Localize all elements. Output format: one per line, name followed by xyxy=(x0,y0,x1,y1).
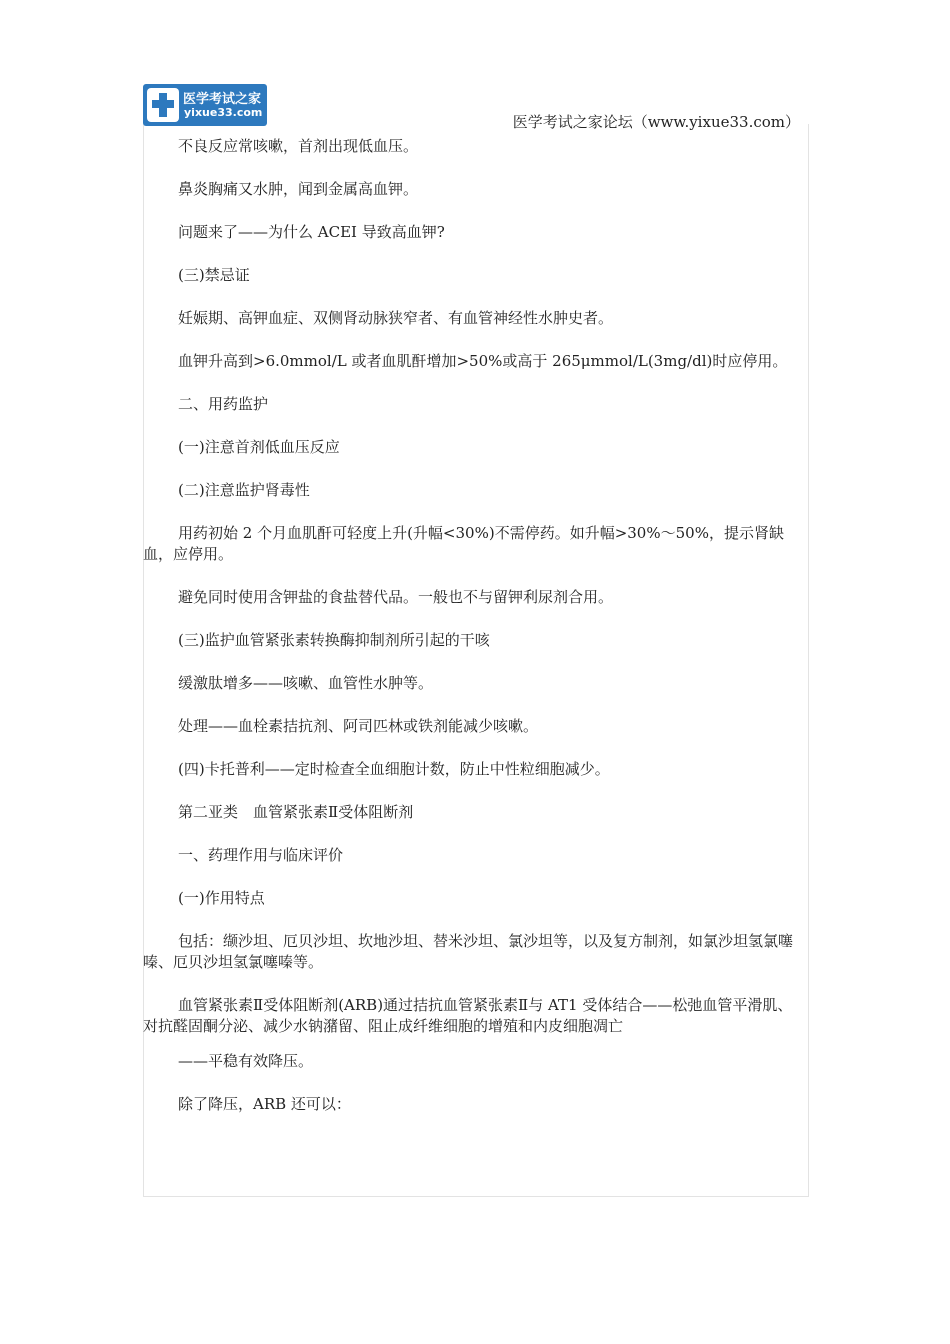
paragraph: 鼻炎胸痛又水肿，闻到金属高血钾。 xyxy=(178,180,419,198)
site-logo[interactable] xyxy=(143,84,267,126)
paragraph: 包括：缬沙坦、厄贝沙坦、坎地沙坦、替米沙坦、氯沙坦等，以及复方制剂，如氯沙坦氢氯噻嗪、厄贝沙坦氢氯噻嗪等。 xyxy=(143,932,794,971)
paragraph: 用药初始 2 个月血肌酐可轻度上升(升幅<30%)不需停药。如升幅>30%～50%，提示肾缺血，应停用。 xyxy=(143,524,784,563)
paragraph: 问题来了——为什么 ACEI 导致高血钾? xyxy=(178,223,445,241)
document-body xyxy=(143,136,807,1137)
paragraph: 处理——血栓素拮抗剂、阿司匹林或铁剂能减少咳嗽。 xyxy=(178,717,539,735)
paragraph: 妊娠期、高钾血症、双侧肾动脉狭窄者、有血管神经性水肿史者。 xyxy=(178,309,614,327)
paragraph: 除了降压，ARB 还可以： xyxy=(178,1095,351,1113)
section-heading: (一)作用特点 xyxy=(178,889,265,907)
section-heading: 二、用药监护 xyxy=(178,395,269,413)
section-heading: (一)注意首剂低血压反应 xyxy=(178,438,340,456)
section-heading: (三)监护血管紧张素转换酶抑制剂所引起的干咳 xyxy=(178,631,490,649)
paragraph: ——平稳有效降压。 xyxy=(178,1052,314,1070)
paragraph: 血钾升高到>6.0mmol/L 或者血肌酐增加>50%或高于 265μmmol/L(3mg/dl)时应停用。 xyxy=(178,352,788,370)
logo-text-cn: 医学考试之家 xyxy=(183,92,262,107)
section-heading: (三)禁忌证 xyxy=(178,266,250,284)
section-heading: 第二亚类 血管紧张素Ⅱ受体阻断剂 xyxy=(178,803,414,821)
section-heading: 一、药理作用与临床评价 xyxy=(178,846,344,864)
paragraph: 避免同时使用含钾盐的食盐替代品。一般也不与留钾利尿剂合用。 xyxy=(178,588,614,606)
paragraph: 缓激肽增多——咳嗽、血管性水肿等。 xyxy=(178,674,434,692)
logo-text-en: yixue33.com xyxy=(184,106,263,119)
paragraph: 血管紧张素Ⅱ受体阻断剂(ARB)通过拮抗血管紧张素Ⅱ与 AT1 受体结合——松弛血管平滑肌、对抗醛固酮分泌、减少水钠潴留、阻止成纤维细胞的增殖和内皮细胞凋亡 xyxy=(143,996,793,1035)
section-heading: (四)卡托普利——定时检查全血细胞计数，防止中性粒细胞减少。 xyxy=(178,760,610,778)
medical-cross-icon xyxy=(146,87,180,123)
site-title: 医学考试之家论坛（www.yixue33.com） xyxy=(512,113,800,131)
paragraph: 不良反应常咳嗽，首剂出现低血压。 xyxy=(178,137,419,155)
section-heading: (二)注意监护肾毒性 xyxy=(178,481,310,499)
